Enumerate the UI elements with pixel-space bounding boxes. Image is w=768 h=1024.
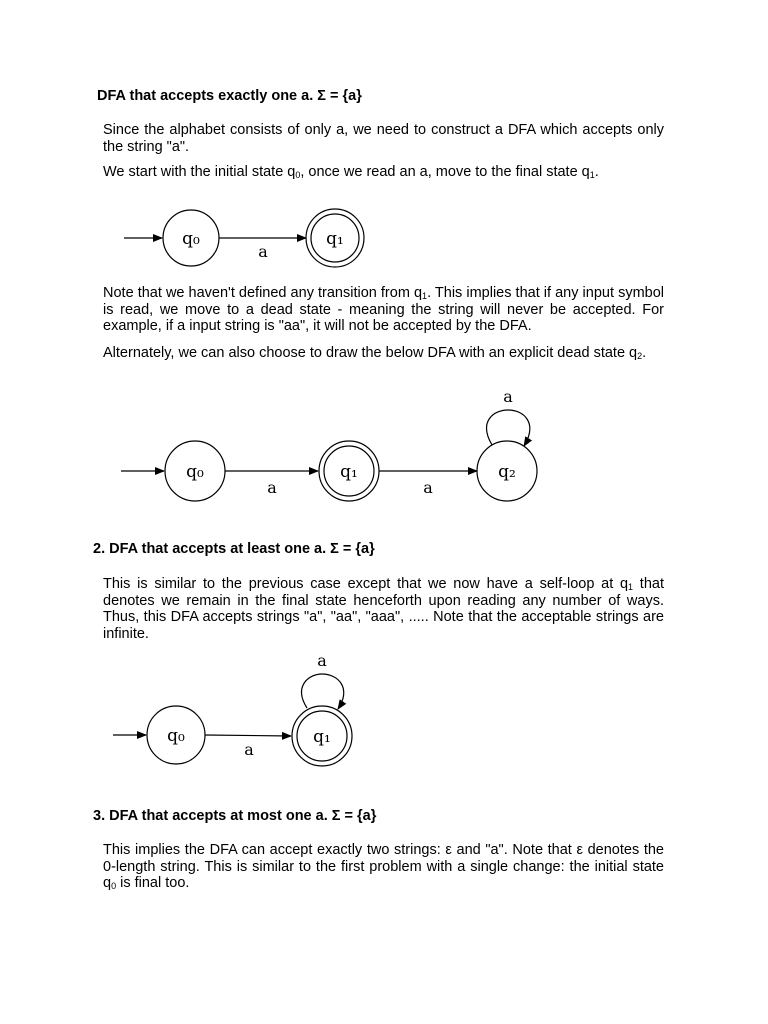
transition-q0-q1: [205, 735, 291, 736]
section-2-paragraph-1: This is similar to the previous case except that we now have a self-loop at $q_1$ that denotes we remain in the final state henceforth upon reading any number of ways. Thus, this DFA accepts strings "a", "aa", "aaa", ..... Note that the acceptable strings are infinite.: [103, 576, 664, 642]
state-q0-label: q₀: [167, 726, 185, 746]
transition-label-q0-q1: a: [267, 478, 277, 497]
state-q1-label: q₁: [326, 229, 344, 249]
state-q0-label: q₀: [182, 229, 200, 249]
state-q2-label: q₂: [498, 462, 516, 482]
section-3-paragraph-1: This implies the DFA can accept exactly two strings: ε and "a". Note that ε denotes the 0-length string. This is similar to the first problem with a single change: the initial state $q_0$ is final too.: [103, 842, 664, 891]
section-1-paragraph-4: Alternately, we can also choose to draw the below DFA with an explicit dead state $q_2$.: [103, 345, 647, 361]
section-1-paragraph-1: Since the alphabet consists of only a, we need to construct a DFA which accepts only the string "a".: [103, 122, 664, 155]
section-1-heading: DFA that accepts exactly one a. Σ = {a}: [97, 88, 362, 104]
transition-label: a: [258, 242, 268, 261]
state-q1-label: q₁: [313, 727, 331, 747]
state-q0-label: q₀: [186, 462, 204, 482]
dfa-diagram-exactly-one: [0, 200, 768, 280]
self-loop-q1: [302, 674, 344, 709]
dfa-diagram-at-least-one: [0, 645, 768, 770]
section-3-heading: 3. DFA that accepts at most one a. Σ = {a}: [93, 808, 377, 824]
transition-label: a: [244, 740, 254, 759]
transition-label-q1-q2: a: [423, 478, 433, 497]
self-loop-label: a: [503, 387, 513, 406]
state-q1-label: q₁: [340, 462, 358, 482]
section-1-paragraph-2: We start with the initial state $q_0$, once we read an a, move to the final state $q_1$.: [103, 164, 599, 180]
section-2-heading: 2. DFA that accepts at least one a. Σ = {a}: [93, 541, 375, 557]
self-loop-label: a: [317, 651, 327, 670]
section-1-paragraph-3: Note that we haven't defined any transition from $q_1$. This implies that if any input symbol is read, we move to a dead state - meaning the string will never be accepted. For example, if a input string is "aa", it will not be accepted by the DFA.: [103, 285, 664, 334]
dfa-diagram-dead-state: [0, 385, 768, 510]
